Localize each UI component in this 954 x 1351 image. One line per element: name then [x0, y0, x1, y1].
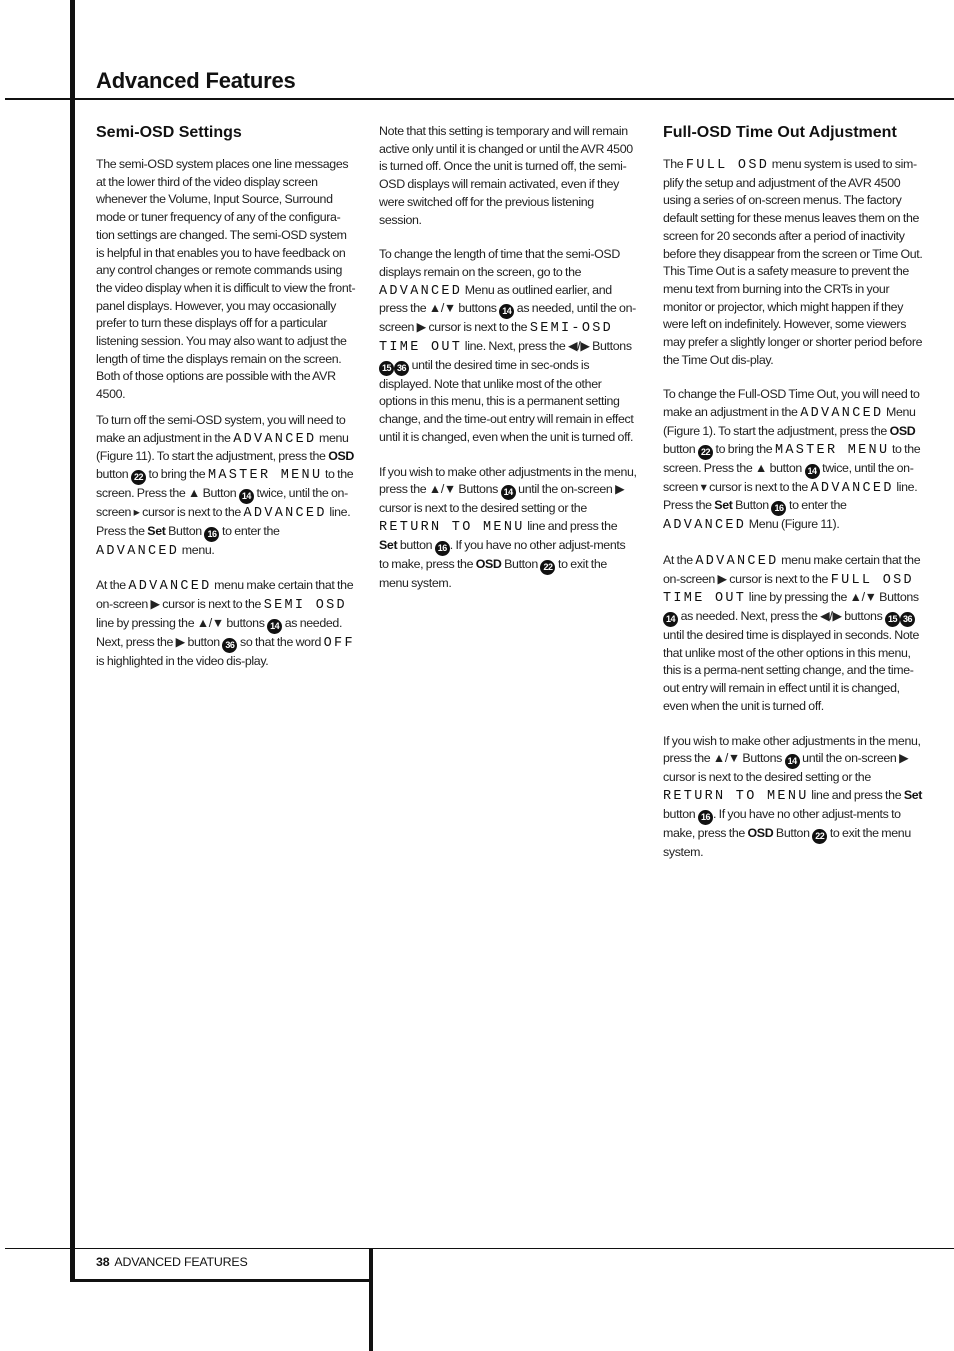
osd-text: ADVANCED — [128, 579, 212, 595]
callout-number-icon: 22 — [131, 470, 146, 485]
callout-number-icon: 22 — [812, 829, 827, 844]
osd-text: SEMI OSD — [263, 598, 347, 614]
osd-text: RETURN TO MENU — [379, 519, 525, 535]
column-full-osd-time-out — [663, 122, 923, 869]
bold-text: Set — [903, 787, 923, 802]
callout-number-icon: 36 — [900, 612, 915, 627]
paragraph: To change the Full-OSD Time Out, you will need to make an adjustment in the ADVANCED Menu (Figure 1). To start the adjustment, press the OSD button 22 to bring the MASTER MENU to the screen. Press the ▲ button 14 twice, until the on-screen ▾ cursor is next to the ADVANCED line. Press the Set Button 16 to enter the ADVANCED Menu (Figure 11). — [663, 387, 921, 534]
osd-text: OFF — [323, 635, 355, 651]
osd-text: FULL OSD TIME OUT — [663, 572, 914, 607]
callout-number-icon: 14 — [501, 485, 516, 500]
column-semi-osd-continued — [379, 123, 637, 600]
paragraph: The semi-OSD system places one line messages at the lower third of the video display screen whenever the Volume, Input Source, Surround mode or tuner frequency of any of the configura-tion settings are changed. The semi-OSD system is helpful in that enables you to have feedback on any control changes or remote commands using the video display when it is difficult to view the front-panel displays. However, you may occasionally prefer to turn these displays off for a particular listening session. You may also want to adjust the length of time the displays remain on the screen. Both of those options are possible with the AVR 4500. — [96, 157, 356, 402]
callout-number-icon: 14 — [267, 619, 282, 634]
bold-text: OSD — [328, 449, 354, 464]
callout-number-icon: 14 — [499, 304, 514, 319]
paragraph: If you wish to make other adjustments in the menu, press the ▲/▼ Buttons 14 until the on-screen ▶ cursor is next to the desired setting or the RETURN TO MENU line and press the Set button 16 . If you have no other adjust-ments to make, press the OSD Button 22 to exit the menu system. — [379, 464, 637, 590]
osd-text: ADVANCED — [243, 505, 327, 521]
callout-number-icon: 16 — [698, 810, 713, 825]
page-title: Advanced Features — [96, 68, 296, 93]
paragraph: At the ADVANCED menu make certain that the on-screen ▶ cursor is next to the FULL OSD TIME OUT line by pressing the ▲/▼ Buttons 14 as needed. Next, press the ◀/▶ buttons 15 36 until the desired time is displayed in seconds. Note that unlike most of the other options in this menu, this is a perma-nent setting change, and the time-out entry will remain in effect until it is changed, even when the unit is turned off. — [663, 552, 921, 713]
paragraph: If you wish to make other adjustments in the menu, press the ▲/▼ Buttons 14 until the on-screen ▶ cursor is next to the desired setting or the RETURN TO MENU line and press the Set button 16 . If you have no other adjust-ments to make, press the OSD Button 22 to exit the menu system. — [663, 733, 923, 859]
callout-number-icon: 14 — [785, 754, 800, 769]
footer-section-label: ADVANCED FEATURES — [114, 1255, 248, 1269]
callout-number-icon: 22 — [540, 560, 555, 575]
osd-text: ADVANCED — [810, 480, 894, 496]
header-rule — [5, 98, 954, 100]
callout-number-icon: 14 — [239, 489, 254, 504]
callout-number-icon: 36 — [222, 638, 237, 653]
callout-number-icon: 36 — [394, 361, 409, 376]
paragraph: At the ADVANCED menu make certain that the on-screen ▶ cursor is next to the SEMI OSD line by pressing the ▲/▼ buttons 14 as needed. Next, press the ▶ button 36 so that the word OFF is highlighted in the video dis-play. — [96, 578, 355, 668]
osd-text: ADVANCED — [695, 553, 779, 569]
footer-divider-bar — [369, 1248, 373, 1351]
callout-number-icon: 15 — [379, 361, 394, 376]
callout-number-icon: 14 — [663, 612, 678, 627]
osd-text: ADVANCED — [96, 543, 180, 559]
callout-number-icon: 22 — [698, 445, 713, 460]
column-semi-osd-settings — [96, 122, 356, 678]
page-number: 38 — [96, 1255, 110, 1269]
callout-number-icon: 14 — [805, 464, 820, 479]
bold-text: Set — [714, 498, 733, 513]
osd-text: ADVANCED — [233, 431, 317, 447]
section-heading-full-osd: Full-OSD Time Out Adjustment — [663, 124, 897, 141]
osd-text: RETURN TO MENU — [663, 788, 809, 804]
osd-text: ADVANCED — [663, 518, 747, 534]
callout-number-icon: 15 — [885, 612, 900, 627]
footer-underline — [70, 1279, 372, 1282]
paragraph: Note that this setting is temporary and will remain active only until it is changed or until the AVR 4500 is turned off. Once the unit is turned off, the semi-OSD displays will remain activated, even if they were switched off for the previous listening session. — [379, 124, 633, 227]
bold-text: OSD — [747, 825, 774, 840]
paragraph: The FULL OSD menu system is used to sim-plify the setup and adjustment of the AVR 4500 using a series of on-screen menus. The factory default setting for these menus leaves them on the screen for 20 seconds after a period of inactivity before they disappear from the screen or Time Out. This Time Out is a safety measure to prevent the menu text from burning into the CRTs in your monitor or projector, which might happen if they were left on indefinitely. However, some viewers may prefer a slightly longer or shorter period before the Time Out dis-play. — [663, 157, 923, 367]
osd-text: MASTER MENU — [207, 467, 323, 483]
osd-text: MASTER MENU — [774, 442, 890, 458]
bold-text: Set — [147, 523, 166, 538]
left-margin-bar — [70, 0, 75, 1282]
paragraph: To turn off the semi-OSD system, you will need to make an adjustment in the ADVANCED menu (Figure 11). To start the adjustment, press the OSD button 22 to bring the MASTER MENU to the screen. Press the ▲ Button 14 twice, until the on-screen ▸ cursor is next to the ADVANCED line. Press the Set Button 16 to enter the ADVANCED menu. — [96, 412, 354, 559]
callout-number-icon: 16 — [435, 541, 450, 556]
callout-number-icon: 16 — [771, 501, 786, 516]
osd-text: FULL OSD — [685, 158, 770, 173]
callout-number-icon: 16 — [204, 527, 219, 542]
section-heading-semi-osd: Semi-OSD Settings — [96, 124, 242, 141]
page-footer — [96, 1255, 248, 1269]
osd-text: ADVANCED — [379, 283, 463, 299]
footer-rule — [5, 1248, 954, 1249]
bold-text: OSD — [889, 423, 916, 438]
osd-text: ADVANCED — [800, 406, 884, 422]
osd-text: SEMI-OSD TIME OUT — [379, 321, 614, 356]
bold-text: OSD — [475, 556, 502, 571]
paragraph: To change the length of time that the semi-OSD displays remain on the screen, go to the ADVANCED Menu as outlined earlier, and press the ▲/▼ buttons 14 as needed, until the on-screen ▶ cursor is next to the SEMI-OSD TIME OUT line. Next, press the ◀/▶ Buttons 15 36 until the desired time in sec-onds is displayed. Note that unlike most of the other options in this menu, this is a permanent setting change, and the time-out entry will remain in effect until it is changed, even when the unit is turned off. — [379, 247, 636, 444]
bold-text: Set — [379, 537, 398, 552]
